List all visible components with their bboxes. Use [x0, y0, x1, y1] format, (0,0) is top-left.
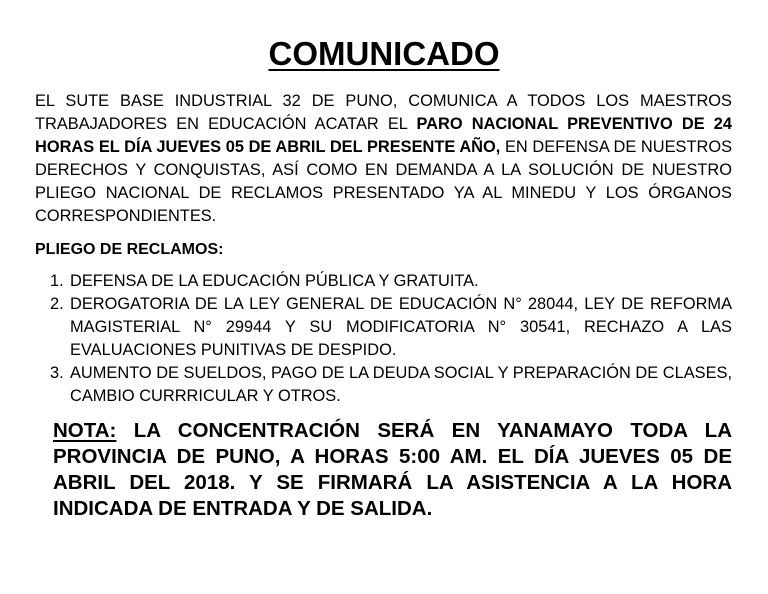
document-title: COMUNICADO	[268, 35, 500, 72]
note-paragraph	[53, 418, 732, 522]
claim-item	[35, 293, 732, 362]
intro-text-start: EL SUTE BASE INDUSTRIAL 32 DE PUNO, COMUNICA A TODOS LOS MAESTROS TRABAJADORES EN EDUCACIÓN ACATAR EL	[35, 92, 732, 133]
note-label: NOTA:	[53, 419, 117, 442]
claim-item	[35, 362, 732, 408]
note-text: LA CONCENTRACIÓN SERÁ EN YANAMAYO TODA LA PROVINCIA DE PUNO, A HORAS 5:00 AM. EL DÍA JUEVES 05 DE ABRIL DEL 2018. Y SE FIRMARÁ LA ASISTENCIA A LA HORA INDICADA DE ENTRADA Y DE SALIDA.	[53, 419, 732, 520]
intro-text-end: EN DEFENSA DE NUESTROS DERECHOS Y CONQUISTAS, ASÍ COMO EN DEMANDA A LA SOLUCIÓN DE NUESTRO PLIEGO NACIONAL DE RECLAMOS PRESENTADO YA AL MINEDU Y LOS ÓRGANOS CORRESPONDIENTES.	[35, 138, 733, 225]
intro-text-bold: PARO NACIONAL PREVENTIVO DE 24 HORAS EL DÍA JUEVES 05 DE ABRIL DEL PRESENTE AÑO,	[35, 115, 732, 156]
claim-number: 2.	[50, 295, 64, 313]
claim-text: DEFENSA DE LA EDUCACIÓN PÚBLICA Y GRATUITA.	[70, 272, 479, 290]
claim-number: 1.	[50, 272, 64, 290]
claim-number: 3.	[50, 364, 64, 382]
intro-paragraph	[35, 90, 732, 228]
claim-text: DEROGATORIA DE LA LEY GENERAL DE EDUCACIÓN N° 28044, LEY DE REFORMA MAGISTERIAL N° 29944 Y SU MODIFICATORIA N° 30541, RECHAZO A LAS EVALUACIONES PUNITIVAS DE DESPIDO.	[70, 295, 732, 359]
claim-item	[35, 270, 732, 293]
claim-text: AUMENTO DE SUELDOS, PAGO DE LA DEUDA SOCIAL Y PREPARACIÓN DE CLASES, CAMBIO CURRRICULAR Y OTROS.	[70, 364, 732, 405]
claims-heading: PLIEGO DE RECLAMOS:	[35, 241, 224, 258]
claims-list	[35, 270, 732, 408]
